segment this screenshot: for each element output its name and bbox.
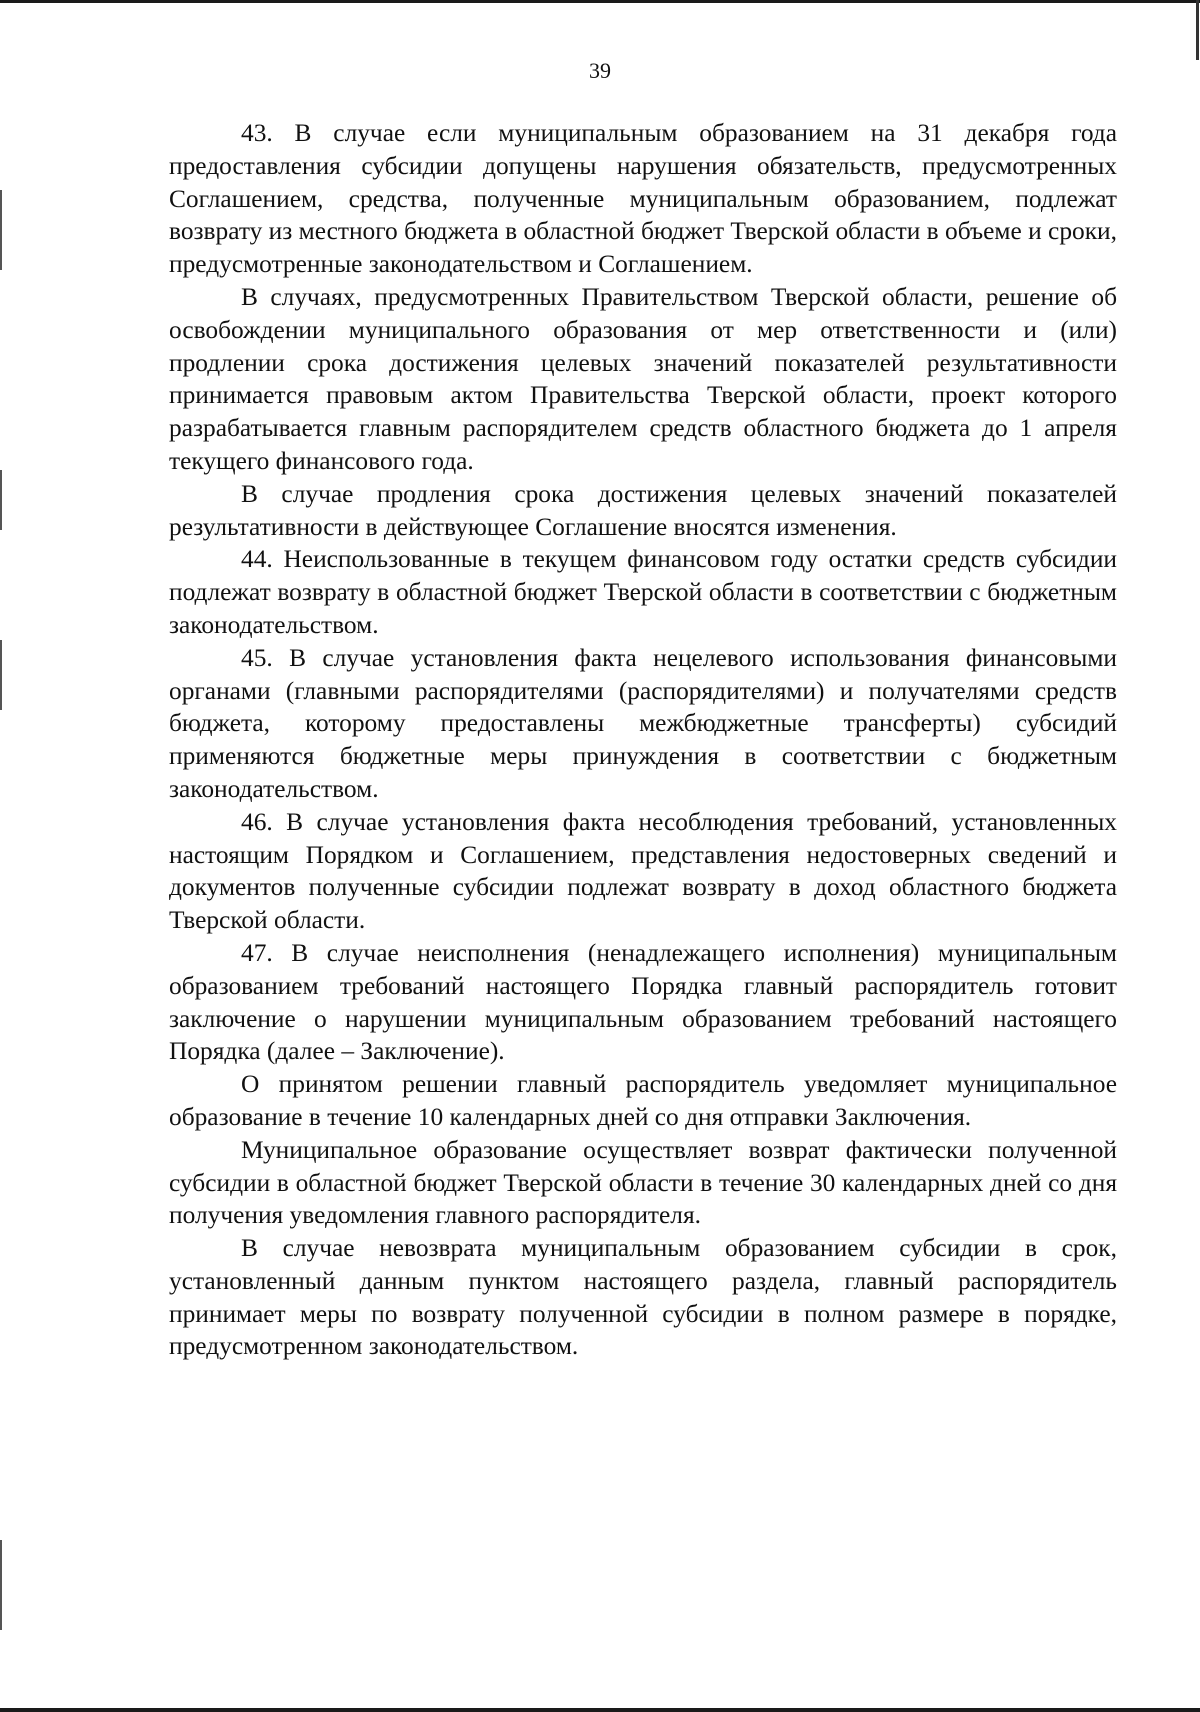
scan-edge-left <box>0 1540 2 1630</box>
scan-edge-top <box>0 0 1200 3</box>
paragraph-43-cases: В случаях, предусмотренных Правительством Тверской области, решение об освобождении муниципального образования от мер ответственности и (или) продлении срока достижения целевых значений показателей результативности принимается правовым актом Правительства Тверской области, проект которого разрабатывается главным распорядителем средств областного бюджета до 1 апреля текущего финансового года. <box>169 282 1117 475</box>
paragraph-46: 46. В случае установления факта несоблюдения требований, установленных настоящим Порядком и Соглашением, представления недостоверных сведений и документов полученные субсидии подлежат возврату в доход областного бюджета Тверской области. <box>169 807 1117 935</box>
paragraph-44: 44. Неиспользованные в текущем финансовом году остатки средств субсидии подлежат возврату в областной бюджет Тверской области в соответствии с бюджетным законодательством. <box>169 545 1117 639</box>
paragraph-47-notice: О принятом решении главный распорядитель уведомляет муниципальное образование в течение 10 календарных дней со дня отправки Заключения. <box>169 1070 1117 1131</box>
paragraph-47-refund: Муниципальное образование осуществляет возврат фактически полученной субсидии в областной бюджет Тверской области в течение 30 календарных дней со дня получения уведомления главного распорядителя. <box>169 1135 1117 1230</box>
paragraph-43-extension: В случае продления срока достижения целевых значений показателей результативности в действующее Соглашение вносятся изменения. <box>169 479 1117 541</box>
scan-edge-bottom <box>0 1708 1200 1712</box>
paragraph-47-nonrefund: В случае невозврата муниципальным образованием субсидии в срок, установленный данным пунктом настоящего раздела, главный распорядитель принимает меры по возврату полученной субсидии в полном размере в порядке, предусмотренном законодательством. <box>169 1234 1117 1361</box>
scan-edge-left <box>0 190 2 270</box>
paragraph-47: 47. В случае неисполнения (ненадлежащего исполнения) муниципальным образованием требований настоящего Порядка главный распорядитель готовит заключение о нарушении муниципальным образованием требований настоящего Порядка (далее – Заключение). <box>169 938 1117 1066</box>
page-number: 39 <box>589 58 611 83</box>
paragraph-45: 45. В случае установления факта нецелевого использования финансовыми органами (главными распорядителями (распорядителями) и получателями средств бюджета, которому предоставлены межбюджетные трансферты) субсидий применяются бюджетные меры принуждения в соответствии с бюджетным законодательством. <box>169 643 1117 803</box>
scan-edge-left <box>0 640 2 710</box>
scan-edge-right <box>1196 0 1199 60</box>
paragraph-43: 43. В случае если муниципальным образованием на 31 декабря года предоставления субсидии допущены нарушения обязательств, предусмотренных Соглашением, средства, полученные муниципальным образованием, подлежат возврату из местного бюджета в областной бюджет Тверской области в объеме и сроки, предусмотренные законодательством и Соглашением. <box>169 119 1117 279</box>
document-body <box>169 117 1117 1363</box>
scan-edge-left <box>0 470 2 530</box>
